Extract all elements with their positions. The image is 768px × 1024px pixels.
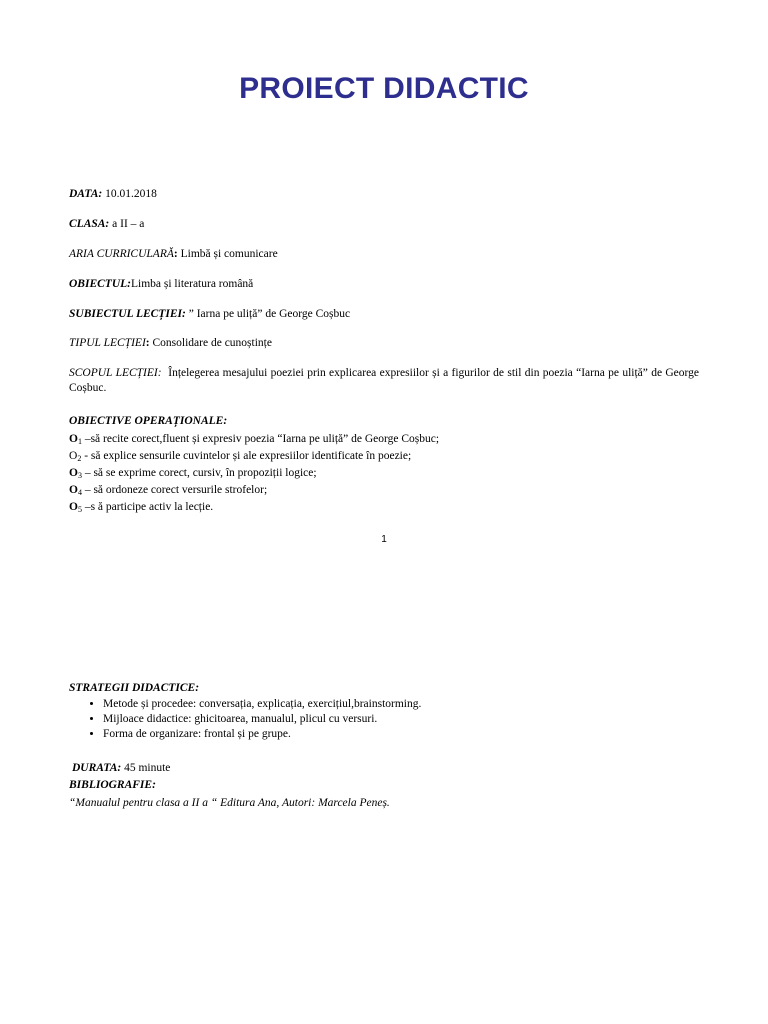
lesson-type-colon: : [145, 337, 150, 349]
bibliography-heading: BIBLIOGRAFIE: [69, 779, 156, 791]
duration-label: DURATA: [72, 762, 122, 774]
lesson-scope-value: Înțelegerea mesajului poeziei prin explicarea expresiilor și a figurilor de stil din poezia “Iarna pe uliță” de George Coșbuc. [69, 367, 700, 394]
lesson-type-label: TIPUL LECȚIEI [69, 337, 146, 349]
subject-object-label: OBIECTUL: [69, 278, 131, 290]
objective-item: $O_2$ - să explice sensurile cuvintelor și ale expresiilor identificate în poezie; [69, 450, 412, 463]
class-line [69, 217, 144, 231]
duration-value: 45 minute [124, 762, 171, 774]
page-title: PROIECT DIDACTIC [239, 72, 529, 105]
objectives-heading: OBIECTIVE OPERAȚIONALE: [69, 415, 228, 427]
list-item: • Forma de organizare: frontal și pe grupe. [103, 727, 421, 742]
date-label: DATA: [69, 188, 103, 200]
objective-item: $O_4$ – să ordoneze corect versurile strofelor; [69, 484, 268, 497]
strategies-list [69, 697, 421, 742]
lesson-subject-label: SUBIECTUL LECȚIEI: [69, 308, 186, 320]
lesson-subject-line [69, 307, 350, 321]
lesson-scope-paragraph [69, 366, 699, 396]
objective-item: $O_3$ – să se exprime corect, cursiv, în propoziții logice; [69, 467, 317, 480]
lesson-subject-value: ” Iarna pe uliță” de George Coșbuc [188, 308, 351, 320]
duration-line [72, 761, 170, 775]
list-item: • Metode și procedee: conversația, explicația, exercițiul,brainstorming. [103, 697, 421, 712]
page-number: 1 [381, 534, 387, 545]
curricular-area-line [69, 247, 278, 261]
objective-item: $O_1$ –să recite corect,fluent și expresiv poezia “Iarna pe uliță” de George Coșbuc; [69, 433, 440, 446]
subject-object-value: Limba și literatura română [130, 278, 254, 290]
curricular-area-colon: : [173, 248, 178, 260]
lesson-type-line [69, 336, 272, 350]
curricular-area-label: ARIA CURRICULARĂ [69, 248, 174, 260]
objective-item: $O_5$ –s ă participe activ la lecție. [69, 501, 214, 514]
class-value: a II – a [112, 218, 145, 230]
bibliography-entry: “Manualul pentru clasa a II a “ Editura Ana, Autori: Marcela Peneș. [69, 797, 390, 809]
list-item: • Mijloace didactice: ghicitoarea, manualul, plicul cu versuri. [103, 712, 421, 727]
lesson-scope-label: SCOPUL LECȚIEI: [69, 367, 162, 379]
subject-object-line [69, 277, 253, 291]
date-value: 10.01.2018 [105, 188, 157, 200]
class-label: CLASA: [69, 218, 110, 230]
strategies-heading: STRATEGII DIDACTICE: [69, 682, 200, 694]
date-line [69, 187, 157, 201]
curricular-area-value: Limbă și comunicare [180, 248, 278, 260]
lesson-type-value: Consolidare de cunoștințe [152, 337, 272, 349]
